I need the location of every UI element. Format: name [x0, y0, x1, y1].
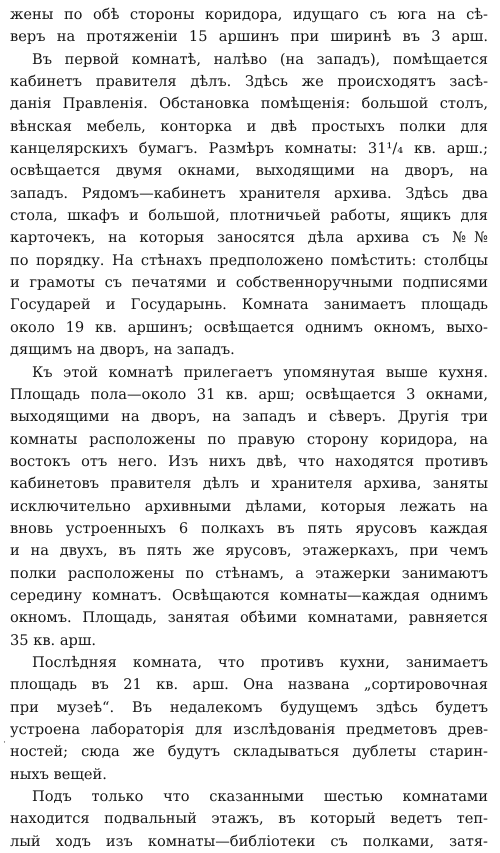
text-line: канцелярскихъ бумагъ. Размѣръ комнаты: 31¹/₄ кв. арш.; — [10, 140, 488, 158]
text-line: исключительно архивными дѣлами, которыя лежать на — [10, 497, 488, 515]
margin-mark: ˙ — [2, 741, 7, 752]
text-line: полки расположены по стѣнамъ, а этажерки занимаютъ — [10, 564, 488, 582]
paragraph-first-line: Къ этой комнатѣ прилегаетъ упомянутая выше кухня. — [32, 363, 488, 381]
text-line: стола, шкафъ и большой, плотничьей работы, ящикъ для — [10, 207, 488, 225]
text-line: западъ. Рядомъ—кабинетъ хранителя архива. Здѣсь два — [10, 184, 488, 202]
text-line: кабинетъ правителя дѣлъ. Здѣсь же происходятъ засѣ- — [10, 73, 488, 91]
text-line: площадь въ 21 кв. арш. Она названа „сортировочная — [10, 676, 488, 694]
paragraph-last-line: дящимъ на дворъ, на западъ. — [10, 341, 235, 359]
text-line: комнаты расположены по правую сторону коридора, на — [10, 430, 488, 448]
text-line: вѣнская мебель, конторка и двѣ простыхъ полки для — [10, 117, 488, 135]
text-line: освѣщается двумя окнами, выходящими на дворъ, на — [10, 162, 488, 180]
text-line: при музеѣ“. Въ недалекомъ будущемъ здѣсь будетъ — [10, 698, 488, 716]
text-line: ностей; сюда же будутъ складываться дублеты старин- — [10, 743, 488, 761]
paragraph-first-line: Послѣдняя комната, что противъ кухни, занимаетъ — [32, 653, 488, 671]
document-page — [10, 4, 488, 853]
text-line: по порядку. На стѣнахъ предположено помѣстить: столбцы — [10, 251, 488, 269]
text-line: Государей и Государынь. Комната занимаетъ площадь — [10, 296, 488, 314]
text-line: Площадь пола—около 31 кв. арш; освѣщается 3 окнами, — [10, 385, 488, 403]
text-line: устроена лабораторiя для изслѣдованiя предметовъ древ- — [10, 721, 488, 738]
text-line: данiя Правленiя. Обстановка помѣщенiя: большой столъ, — [10, 95, 488, 113]
paragraph-first-line: Подъ только что сказанными шестью комнатами — [32, 788, 488, 806]
text-line: и грамоты съ печатями и собственноручными подписями — [10, 274, 488, 292]
text-line: около 19 кв. аршинъ; освѣщается однимъ окномъ, выхо- — [10, 318, 488, 336]
text-line: востокъ отъ него. Изъ нихъ двѣ, что находятся противъ — [10, 452, 488, 470]
text-line: выходящими на дворъ, на западъ и сѣверъ. Другiя три — [10, 408, 488, 426]
paragraph-first-line: Въ первой комнатѣ, налѣво (на западъ), помѣщается — [32, 50, 488, 68]
text-line: окномъ. Площадь, занятая обѣими комнатами, равняется — [10, 609, 488, 627]
text-line: карточекъ, на которыя заносятся дѣла архива съ №№ — [10, 229, 488, 247]
text-line: и на двухъ, въ пять же ярусовъ, этажеркахъ, при чемъ — [10, 542, 488, 560]
text-line: вновь устроенныхъ 6 полкахъ въ пять ярусовъ каждая — [10, 519, 488, 537]
paragraph-last-line: ныхъ вещей. — [10, 765, 107, 783]
text-line: лый ходъ изъ комнаты—библiотеки съ полками, затя- — [10, 832, 488, 850]
text-line: середину комнатъ. Освѣщаются комнаты—каждая однимъ — [10, 586, 488, 604]
text-line: находится подвальный этажъ, въ который ведетъ теп- — [10, 810, 488, 828]
text-line: веръ на протяженiи 15 аршинъ при ширинѣ въ 3 арш. — [10, 28, 488, 46]
text-line: жены по обѣ стороны коридора, идущаго съ юга на сѣ- — [10, 6, 488, 23]
paragraph-last-line: 35 кв. арш. — [10, 631, 97, 649]
text-line: кабинетовъ правителя дѣлъ и хранителя архива, заняты — [10, 475, 488, 493]
